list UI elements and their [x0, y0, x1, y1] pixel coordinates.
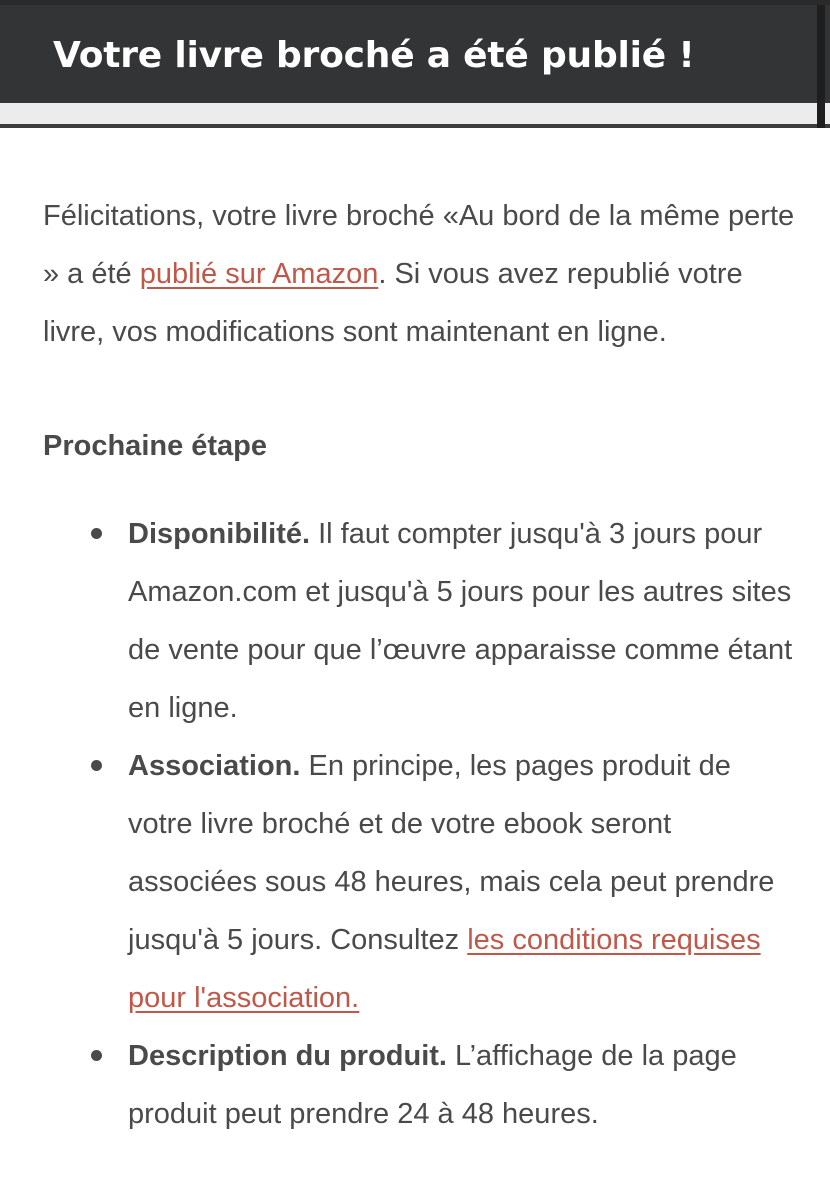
bullet-icon — [91, 1050, 102, 1061]
header-divider — [0, 103, 830, 124]
published-on-amazon-link[interactable]: publié sur Amazon — [139, 258, 379, 290]
bullet-icon — [91, 760, 102, 771]
list-item-association — [43, 737, 803, 1027]
bullet-icon — [91, 528, 102, 539]
list-item-title: Association. — [128, 750, 301, 782]
list-item-text: Il faut compter jusqu'à 3 jours pour Amazon.com et jusqu'à 5 jours pour les autres sites de vente pour que l’œuvre apparaisse comme étant en ligne. — [128, 518, 793, 724]
next-steps-list — [43, 505, 803, 1143]
list-item-title: Disponibilité. — [128, 518, 311, 550]
intro-text-start: Félicitations, votre livre broché «Au bord de la même perte » a été — [43, 200, 795, 290]
intro-text-end: . Si vous avez republié votre livre, vos modifications sont maintenant en ligne. — [43, 258, 743, 348]
association-requirements-link[interactable]: les conditions requises pour l'association. — [128, 924, 761, 1014]
list-item-text: L’affichage de la page produit peut prendre 24 à 48 heures. — [128, 1040, 737, 1130]
page-header — [0, 0, 830, 103]
scrollbar-track[interactable] — [817, 103, 825, 128]
list-item-text: En principe, les pages produit de votre livre broché et de votre ebook seront associées sous 48 heures, mais cela peut prendre jusqu'à 5 jours. Consultez — [128, 750, 775, 956]
header-divider-line — [0, 124, 830, 128]
page-title: Votre livre broché a été publié ! — [53, 35, 695, 76]
list-item-availability — [43, 505, 803, 737]
list-item-product-description — [43, 1027, 803, 1143]
main-content — [43, 187, 803, 1143]
next-step-heading: Prochaine étape — [43, 430, 268, 462]
scrollbar[interactable] — [817, 5, 825, 108]
intro-paragraph — [43, 187, 803, 361]
list-item-title: Description du produit. — [128, 1040, 447, 1072]
